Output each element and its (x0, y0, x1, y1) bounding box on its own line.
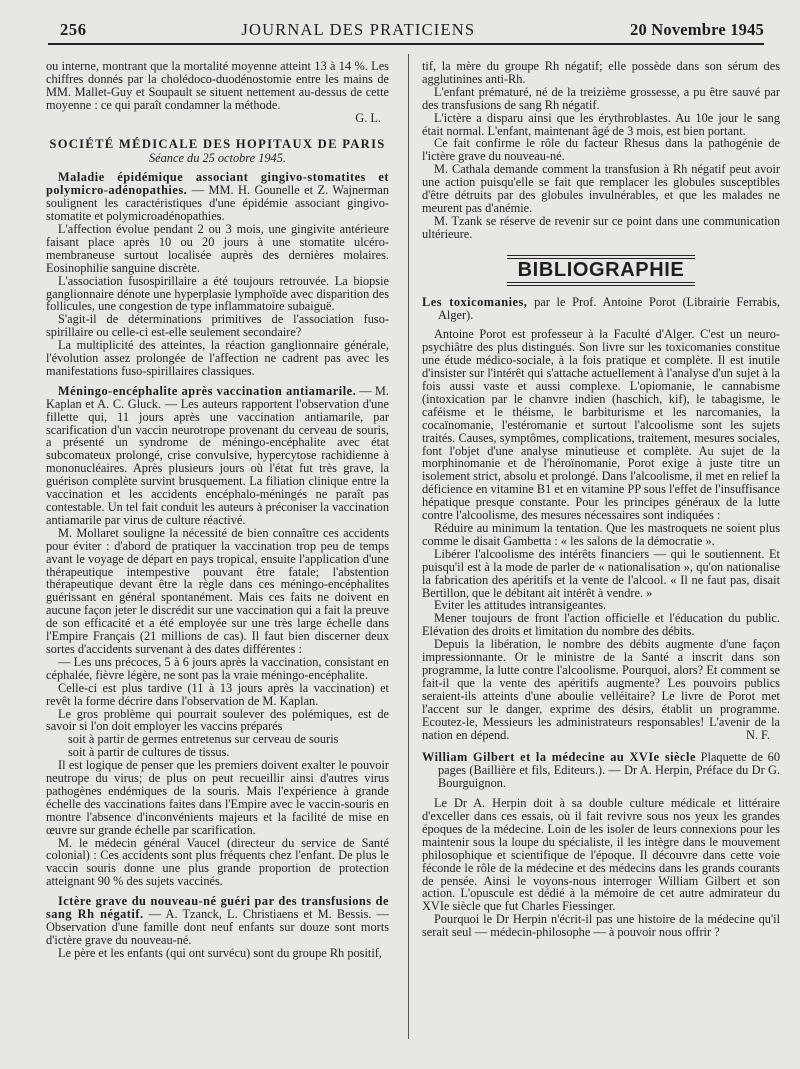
article-3-paragraph: L'enfant prématuré, né de la treizième grossesse, a pu être sauvé par des transfusions de sang Rh négatif. (422, 84, 780, 112)
article-3-continued: tif, la mère du groupe Rh négatif; elle possède dans son sérum des agglutinines anti-Rh. (422, 59, 780, 86)
book-2-reference: William Gilbert et la médecine au XVIe siècle Plaquette de 60 pages (Baillière et fils, Editeurs.). — Dr A. Herpin, Préface du Dr G. Bourguignon. (422, 750, 780, 791)
issue-date: 20 Novembre 1945 (630, 20, 764, 39)
article-2-list-item: soit à partir de cultures de tissus. (68, 745, 230, 760)
article-3-paragraph: M. Cathala demande comment la transfusion à Rh négatif peut avoir une action puisqu'elle se fait que remplacer les globules susceptibles d'être détruits par des globules invulnérables, et que les malades ne meurent pas d'anémie. (422, 162, 780, 215)
book-1-review: Réduire au minimum la tentation. Que les mastroquets ne soient plus comme le disait Gambetta : « les salons de la démocratie ». (422, 521, 780, 548)
article-1-paragraph: S'agit-il de déterminations primitives de l'association fuso-spirillaire ou celle-ci est-elle seulement secondaire? (46, 312, 389, 340)
article-2-paragraph: M. le médecin général Vaucel (directeur du service de Santé colonial) : Ces accidents sont plus fréquents chez l'enfant. De plus le vaccin souris donne une plus grande proportion de protection atteignant 90 % des sujets vaccinés. (46, 835, 389, 889)
article-3-paragraph: L'ictère a disparu ainsi que les érythroblastes. Au 10e jour le sang était normal. L'enfant, maintenant âgé de 3 mois, est bien portant. (422, 110, 780, 138)
article-2-paragraph: Il est logique de penser que les premiers doivent exalter le pouvoir neutrope du virus; de plus on peut recueillir ainsi d'autres virus pathogènes endémiques de la souris. Mais l'expérience à grande échelle des vaccinations faites dans l'Empire avec le vaccin-souris en montre l'absence d'inconvénients majeurs et la facilité de mise en œuvre sur grande échelle par scarification. (46, 758, 389, 837)
article-1-paragraph: L'affection évolue pendant 2 ou 3 mois, une gingivite antérieure faisant place après 10 ou 20 jours à une stomatite ulcéro-membraneuse surtout localisée auprès des dernières molaires. Eosinophilie sanguine discrète. (46, 221, 389, 275)
book-1-title: Les toxicomanies, (422, 294, 528, 309)
article-2-list-item: soit à partir de germes entretenus sur cerveau de souris (68, 732, 339, 747)
book-1-review: Mener toujours de front l'action officielle et l'éducation du public. Elévation des droits et limitation du nombre des débits. (422, 611, 780, 639)
header-rule (48, 43, 764, 45)
article-2-paragraph: — Les uns précoces, 5 à 6 jours après la vaccination, consistant en céphalée, fièvre légère, ne sont pas la vraie méningo-encéphalite. (46, 654, 389, 682)
article-2-paragraph: M. Mollaret souligne la nécessité de bien connaître ces accidents pour éviter : d'abord de pratiquer la vaccination trop peu de temps avant le voyage de départ en pays tropical, ensuite l'application d'une thérapeutique intempestive pouvant être fatale; l'abstention thérapeutique devant être la règle dans ces méningo-encéphalites guérissant en général spontanément. Mais ces faits ne doivent en aucune façon jeter le discrédit sur une vaccination qui a fait la preuve de son efficacité et a été employée sur une très large échelle dans l'Empire Français (21 millions de cas). Il faut bien discerner deux sortes d'accidents survenant à des dates différentes : (46, 525, 389, 656)
book-2-review: Pourquoi le Dr Herpin n'écrit-il pas une histoire de la médecine qu'il serait seul — médecin-philosophe — à pouvoir nous offrir ? (422, 912, 780, 940)
book-2-title: William Gilbert et la médecine au XVIe siècle (422, 750, 696, 765)
article-1-lead: Maladie épidémique associant gingivo-stomatites et polymicro-adénopathies. — MM. H. Gounelle et Z. Wajnerman soulignent les caractéristiques d'une épidémie associant gingivo-stomatite et polymicroadénopathies. (46, 170, 389, 224)
journal-title: JOURNAL DES PRATICIENS (241, 20, 476, 39)
left-column (46, 60, 389, 960)
article-2-paragraph: Celle-ci est plus tardive (11 à 13 jours après la vaccination) et revêt la forme décrire dans l'observation de M. Kaplan. (46, 680, 389, 708)
book-1-review: Antoine Porot est professeur à la Faculté d'Alger. C'est un neuro-psychiâtre des plus distingués. Son livre sur les toxicomanies constitue une étude médico-sociale, à la fois pratique et complète. Il est inutile d'insister sur l'intérêt qui s'attache actuellement à l'analyse d'un sujet à la fois aussi vaste et aussi complexe. L'opiomanie, le cannabisme (intoxication par le chanvre indien (haschich, kif), le tabagisme, le caféisme et le théisme, le barbiturisme et les narcomanies, la cocaïnomanie, l'estéromanie et surtout l'alcoolisme sont les sujets traités. Causes, symptômes, complications, traitement, mesures sociales, font l'objet d'une analyse minutieuse et complète. Au sujet de la morphinomanie et de l'héroïnomanie, Porot exige à juste titre un isolement strict, absolu et prolongé. Dans l'alcoolisme, il met en relief la déficience en vitamine B1 et en vitamine PP sous l'effet de l'insuffisance hépatique presque constante. Pour les principes généraux de la lutte contre l'alcoolisme, des mesures nécessaires sont indiquées : (422, 327, 780, 523)
book-1-signature: N. F. (745, 727, 770, 742)
article-3-paragraph: M. Tzank se réserve de revenir sur ce point dans une communication ultérieure. (422, 213, 780, 241)
society-heading: SOCIÉTÉ MÉDICALE DES HOPITAUX DE PARIS (49, 136, 386, 151)
article-2-paragraph: Le gros problème qui pourrait soulever des polémiques, est de savoir si l'on doit employer les vaccins préparés (46, 706, 389, 734)
book-2-review: Le Dr A. Herpin doit à sa double culture médicale et littéraire d'exceller dans ces essais, où il fait revivre sous nos yeux les grandes époques de la médecine. Loin de les isoler de leurs connexions pour les maintenir sous la loupe du spécialiste, il les intègre dans le mouvement philosophique et scientifique de l'époque. Il découvre dans cette voie féconde le rôle de la médecine et des médecins dans les grands courants de pensée. Ainsi le voyons-nous interroger William Gilbert et son action. L'opuscule est dédié à la mémoire de cet autre admirateur du XVIe siècle que fut Charles Fiessinger. (422, 796, 780, 914)
page-header (60, 14, 764, 40)
book-1-review: Libérer l'alcoolisme des intérêts financiers — qui le soutiennent. Et puisqu'il est à la mode de parler de « nationalisation », qu'on nationalise la fabrication des apéritifs et la vente de l'alcool. « Il ne faut pas, disait Bertillon, que le débitant ait intérêt à vendre. » (422, 546, 780, 600)
article-2-heading: Méningo-encéphalite après vaccination antiamarile. (58, 383, 357, 398)
article-1-paragraph: La multiplicité des atteintes, la réaction ganglionnaire générale, l'évolution assez prolongée de l'affection ne cadrent pas avec les manifestations fuso-spirillaires classiques. (46, 338, 389, 378)
column-divider (408, 54, 409, 1039)
book-1-review: Depuis la libération, le nombre des débits augmente d'une façon impressionnante. Or le ministre de la Santé a inscrit dans son programme, la lutte contre l'alcoolisme. Pourquoi, alors? Et comment se fait-il que la vente des apéritifs augmente? Les pouvoirs publics seraient-ils atteints d'une aboulie velléitaire? Le livre de Porot met l'accent sur le danger, exprime des désirs, établit un programme. Ecoutez-le, Messieurs les administrateurs responsables! L'avenir de la nation en dépend. N. F. (422, 637, 780, 742)
book-1-review: Eviter les attitudes intransigeantes. (434, 598, 607, 613)
article-3-paragraph: Le père et les enfants (qui ont survécu) sont du groupe Rh positif, (58, 945, 382, 960)
article-1-paragraph: L'association fusospirillaire a été toujours retrouvée. La biopsie ganglionnaire dénote une hyperplasie lymphoïde avec disparition des follicules, une congestion de type inflammatoire subaiguë. (46, 273, 389, 314)
article-3-lead: Ictère grave du nouveau-né guéri par des transfusions de sang Rh négatif. — A. Tzanck, L. Christiaens et M. Bessis. — Observation d'une famille dont neuf enfants sur douze sont morts d'ictère grave du nouveau-né. (46, 894, 389, 947)
intro-signature: G. L. (355, 110, 381, 125)
intro-paragraph: ou interne, montrant que la mortalité moyenne atteint 13 à 14 %. Les chiffres donnés par la cholédoco-duodénostomie entre les mains de MM. Mallet-Guy et Soupault se situent nettement au-dessus de cette moyenne : ce qui paraît condamner la méthode. (46, 59, 389, 112)
bibliography-banner (501, 255, 701, 286)
right-column (422, 60, 780, 939)
article-3-paragraph: Ce fait confirme le rôle du facteur Rhesus dans la pathogénie de l'ictère grave du nouveau-né. (422, 136, 780, 164)
article-2-lead: Méningo-encéphalite après vaccination antiamarile. — M. Kaplan et A. C. Gluck. — Les auteurs rapportent l'observation d'une fillette qui, 11 jours après une vaccination antiamarile, par scarification d'un vaccin neurotrope provenant du cerveau de souris, a présenté un syndrome de méningo-encéphalite avec état subcomateux prolongé, crise convulsive, hypercytose rachidienne à mononucléaires. Après plusieurs jours où l'état fut très grave, la guérison complète survint brusquement. La filiation clinique entre la vaccination et les accidents encéphalo-méningés ne paraît pas contestable. Un tel fait conduit les auteurs à préconiser la vaccination antiamarile par virus de culture réactivé. (46, 383, 389, 527)
book-1-reference: Les toxicomanies, par le Prof. Antoine Porot (Librairie Ferrabis, Alger). (422, 294, 780, 322)
article-1-heading: Maladie épidémique associant gingivo-stomatites et polymicro-adénopathies. (46, 170, 389, 198)
article-3-heading: Ictère grave du nouveau-né guéri par des transfusions de sang Rh négatif. (46, 894, 389, 922)
seance-date: Séance du 25 octobre 1945. (148, 151, 286, 166)
bibliography-title: BIBLIOGRAPHIE (517, 258, 685, 281)
page-number: 256 (60, 20, 87, 39)
